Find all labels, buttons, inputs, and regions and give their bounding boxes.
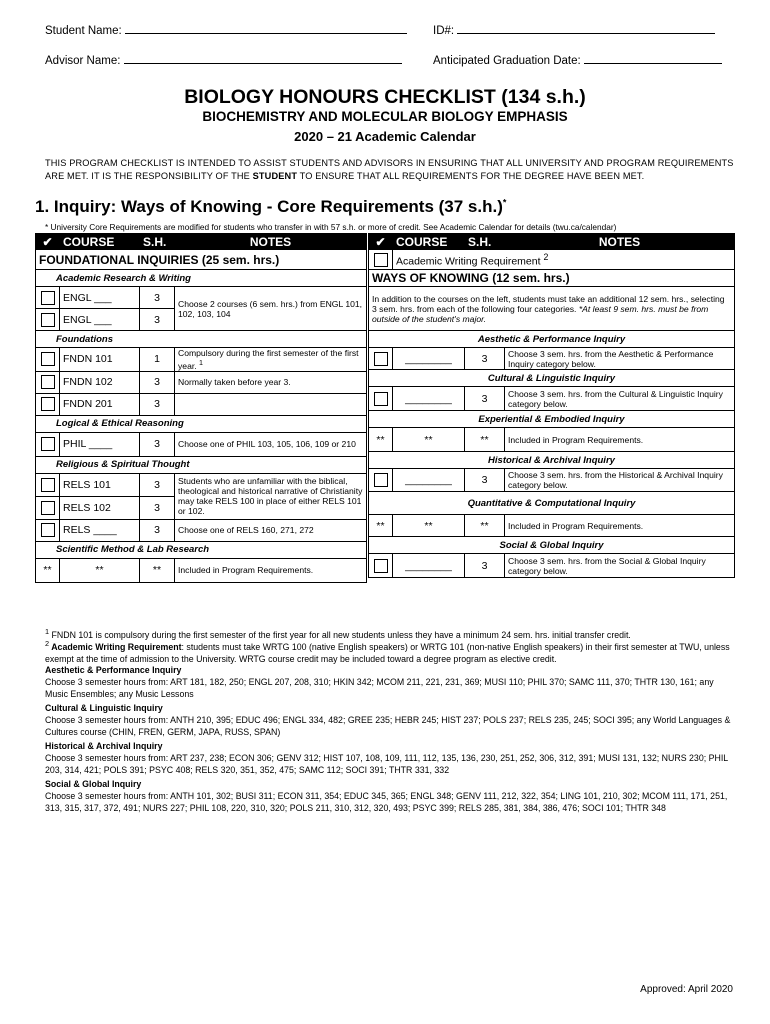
engl-2-sh: 3	[140, 309, 175, 331]
fndn201-course: FNDN 201	[60, 393, 140, 415]
qci-a: **	[369, 515, 393, 537]
fndn101-note	[175, 348, 367, 372]
cli-course: ________	[393, 387, 465, 411]
rels-x-note: Choose one of RELS 160, 271, 272	[175, 519, 367, 541]
section-title-sup: *	[502, 197, 507, 208]
api-sh: 3	[465, 348, 505, 370]
category-hai-title: Historical & Archival Inquiry	[45, 741, 163, 751]
awr-sup: 2	[543, 251, 549, 262]
right-sh-header: S.H.	[465, 234, 505, 250]
right-notes-header: NOTES	[505, 234, 735, 250]
cli-title: Cultural & Linguistic Inquiry	[369, 370, 735, 387]
fndn201-checkbox[interactable]	[36, 393, 60, 415]
left-checklist-table	[35, 233, 367, 583]
foundational-title: FOUNDATIONAL INQUIRIES (25 sem. hrs.)	[36, 250, 367, 270]
hai-course: ________	[393, 469, 465, 492]
intro-text	[45, 157, 735, 183]
student-name-line	[125, 22, 407, 34]
hai-checkbox[interactable]	[369, 469, 393, 492]
footnote-2-text: : students must take WRTG 100 (native English speakers) or WRTG 101 (non-native English speakers) in their first semester at TWU, unless exempt at the time of admission to the University. WRTG course credit may be included toward a degree program as elective credit.	[45, 641, 730, 664]
student-name-field[interactable]	[45, 22, 407, 37]
student-name-label: Student Name:	[45, 25, 122, 37]
rels-x-sh: 3	[140, 519, 175, 541]
section-note: * University Core Requirements are modified for students who transfer in with 57 s.h. or more of credit. See Academic Calendar for details (twu.ca/calendar)	[45, 222, 617, 232]
footnote-2-sup: 2	[45, 639, 50, 648]
engl-note: Choose 2 courses (6 sem. hrs.) from ENGL 101, 102, 103, 104	[175, 287, 367, 331]
rels-x-checkbox[interactable]	[36, 519, 60, 541]
id-line	[457, 22, 715, 34]
sgi-course: ________	[393, 554, 465, 578]
advisor-name-field[interactable]	[45, 52, 402, 67]
wok-note	[369, 287, 735, 331]
eei-a: **	[369, 428, 393, 452]
intro-part-1: THIS PROGRAM CHECKLIST IS INTENDED TO ASSIST STUDENTS AND ADVISORS IN ENSURING THAT ALL UNIVERSITY AND PROGRAM REQUIREMENTS ARE MET. IT IS THE RESPONSIBILITY OF THE	[45, 158, 734, 181]
left-header-row	[36, 234, 367, 250]
phil-note: Choose one of PHIL 103, 105, 106, 109 or 210	[175, 432, 367, 456]
sml-b: **	[60, 558, 140, 582]
left-sh-header: S.H.	[140, 234, 175, 250]
section-title	[35, 197, 506, 217]
api-course: ________	[393, 348, 465, 370]
rels102-sh: 3	[140, 496, 175, 519]
awr-text: Academic Writing Requirement	[396, 255, 544, 268]
category-sgi-title: Social & Global Inquiry	[45, 779, 142, 789]
wok-note-em: *At least 9 sem. hrs. must be from outside of the student's major.	[372, 303, 709, 324]
sml-title: Scientific Method & Lab Research	[36, 541, 367, 558]
footnote-1-sup: 1	[45, 627, 50, 636]
footnote-2-bold: Academic Writing Requirement	[49, 641, 182, 652]
rels-x-course: RELS ____	[60, 519, 140, 541]
eei-c: **	[465, 428, 505, 452]
api-checkbox[interactable]	[369, 348, 393, 370]
foundations-title: Foundations	[36, 331, 367, 348]
rst-title: Religious & Spiritual Thought	[36, 456, 367, 473]
awr-checkbox[interactable]	[369, 250, 393, 270]
fndn102-checkbox[interactable]	[36, 371, 60, 393]
right-checklist-table	[368, 233, 735, 578]
eei-b: **	[393, 428, 465, 452]
cli-note: Choose 3 sem. hrs. from the Cultural & Linguistic Inquiry category below.	[505, 387, 735, 411]
fndn102-note: Normally taken before year 3.	[175, 371, 367, 393]
ler-title: Logical & Ethical Reasoning	[36, 415, 367, 432]
wok-title: WAYS OF KNOWING (12 sem. hrs.)	[369, 270, 735, 287]
left-notes-header: NOTES	[175, 234, 367, 250]
advisor-name-line	[124, 52, 402, 64]
engl-sh: 3	[140, 287, 175, 309]
qci-title: Quantitative & Computational Inquiry	[369, 492, 735, 515]
left-check-header: ✔	[36, 234, 60, 250]
intro-student: STUDENT	[252, 171, 298, 181]
calendar-year: 2020 – 21 Academic Calendar	[294, 129, 476, 144]
id-label: ID#:	[433, 25, 455, 37]
eei-note: Included in Program Requirements.	[505, 428, 735, 452]
awr-label	[393, 250, 735, 270]
rels102-course: RELS 102	[60, 496, 140, 519]
category-cli	[45, 702, 735, 738]
fndn101-note-text: Compulsory during the first semester of the first year.	[178, 348, 359, 371]
engl-2-course: ENGL ___	[60, 309, 140, 331]
fndn101-checkbox[interactable]	[36, 348, 60, 372]
engl-2-checkbox[interactable]	[36, 309, 60, 331]
sgi-checkbox[interactable]	[369, 554, 393, 578]
sgi-note: Choose 3 sem. hrs. from the Social & Global Inquiry category below.	[505, 554, 735, 578]
footnote-2	[45, 638, 735, 665]
sgi-title: Social & Global Inquiry	[369, 537, 735, 554]
qci-c: **	[465, 515, 505, 537]
page-title: BIOLOGY HONOURS CHECKLIST (134 s.h.)	[184, 86, 586, 108]
rels102-checkbox[interactable]	[36, 496, 60, 519]
category-sgi	[45, 778, 735, 814]
hai-title: Historical & Archival Inquiry	[369, 452, 735, 469]
right-check-header: ✔	[369, 234, 393, 250]
grad-date-field[interactable]	[433, 52, 722, 67]
category-cli-text: Choose 3 semester hours from: ANTH 210, 395; EDUC 496; ENGL 334, 482; GREE 235; HEBR 245; HIST 237; POLS 237; RELS 235, 245; SOCI 395; any World Languages & Cultures course (CHIN, FREN, GERM, JAPA, RUSS, SPAN)	[45, 715, 731, 737]
phil-sh: 3	[140, 432, 175, 456]
engl-1-course: ENGL ___	[60, 287, 140, 309]
sml-c: **	[140, 558, 175, 582]
fndn101-note-sup: 1	[199, 359, 204, 367]
fndn101-course: FNDN 101	[60, 348, 140, 372]
engl-1-checkbox[interactable]	[36, 287, 60, 309]
category-hai-text: Choose 3 semester hours from: ART 237, 238; ECON 306; GENV 312; HIST 107, 108, 109, 111, 112, 135, 136, 230, 251, 252, 306, 312, 391; MUSI 131, 132; NURS 230; PHIL 203, 314, 421; POLS 391; PSYC 408; RELS 320, 351, 352, 475; SAMC 112; SOCI 391; THTR 331, 332	[45, 753, 728, 775]
rels101-course: RELS 101	[60, 473, 140, 496]
api-title: Aesthetic & Performance Inquiry	[369, 331, 735, 348]
category-api	[45, 664, 735, 700]
rels101-checkbox[interactable]	[36, 473, 60, 496]
left-course-header: COURSE	[60, 234, 140, 250]
category-api-title: Aesthetic & Performance Inquiry	[45, 665, 182, 675]
category-hai	[45, 740, 735, 776]
hai-note: Choose 3 sem. hrs. from the Historical & Archival Inquiry category below.	[505, 469, 735, 492]
grad-date-line	[584, 52, 722, 64]
fndn101-sh: 1	[140, 348, 175, 372]
id-field[interactable]	[433, 22, 715, 37]
qci-note: Included in Program Requirements.	[505, 515, 735, 537]
ars-title: Academic Research & Writing	[36, 270, 367, 287]
sgi-sh: 3	[465, 554, 505, 578]
qci-b: **	[393, 515, 465, 537]
category-sgi-text: Choose 3 semester hours from: ANTH 101, 302; BUSI 311; ECON 311, 354; EDUC 345, 365; ENGL 348; GENV 111, 212, 322, 354; LING 101, 210, 302; MCOM 111, 171, 251, 313, 315, 317, 372, 491; NURS 227; PHIL 108, 220, 310, 320; POLS 211, 310, 312, 320, 493; PSYC 399; RELS 285, 381, 384, 386, 476; SOCI 101; THTR 348	[45, 791, 728, 813]
advisor-name-label: Advisor Name:	[45, 55, 121, 67]
api-note: Choose 3 sem. hrs. from the Aesthetic & Performance Inquiry category below.	[505, 348, 735, 370]
rels-note: Students who are unfamiliar with the biblical, theological and historical narrative of Christianity may take RELS 100 in place of either RELS 101 or 102.	[175, 473, 367, 519]
section-title-text: 1. Inquiry: Ways of Knowing - Core Requirements (37 s.h.)	[35, 197, 503, 216]
hai-sh: 3	[465, 469, 505, 492]
cli-sh: 3	[465, 387, 505, 411]
sml-a: **	[36, 558, 60, 582]
wok-note-text: In addition to the courses on the left, students must take an additional 12 sem. hrs., selecting 3 sem. hrs. from each of the following four categories.	[372, 293, 725, 314]
eei-title: Experiential & Embodied Inquiry	[369, 411, 735, 428]
phil-checkbox[interactable]	[36, 432, 60, 456]
category-api-text: Choose 3 semester hours from: ART 181, 182, 250; ENGL 207, 208, 310; HKIN 342; MCOM 211, 221, 231, 369; MUSI 110; PHIL 370; SAMC 111, 370; THTR 130, 161; any Music Ensembles; any Music Lessons	[45, 677, 714, 699]
cli-checkbox[interactable]	[369, 387, 393, 411]
sml-note: Included in Program Requirements.	[175, 558, 367, 582]
right-header-row	[369, 234, 735, 250]
approved-date: Approved: April 2020	[640, 984, 733, 995]
phil-course: PHIL ____	[60, 432, 140, 456]
category-cli-title: Cultural & Linguistic Inquiry	[45, 703, 163, 713]
fndn201-sh: 3	[140, 393, 175, 415]
fndn102-sh: 3	[140, 371, 175, 393]
rels101-sh: 3	[140, 473, 175, 496]
right-course-header: COURSE	[393, 234, 465, 250]
footnote-1-text: FNDN 101 is compulsory during the first semester of the first year for all new students unless they have a minimum 24 sem. hrs. initial transfer credit.	[49, 629, 631, 640]
page-subtitle: BIOCHEMISTRY AND MOLECULAR BIOLOGY EMPHASIS	[202, 109, 568, 124]
intro-part-2: TO ENSURE THAT ALL REQUIREMENTS FOR THE DEGREE HAVE BEEN MET.	[297, 171, 645, 181]
fndn102-course: FNDN 102	[60, 371, 140, 393]
grad-date-label: Anticipated Graduation Date:	[433, 55, 581, 67]
